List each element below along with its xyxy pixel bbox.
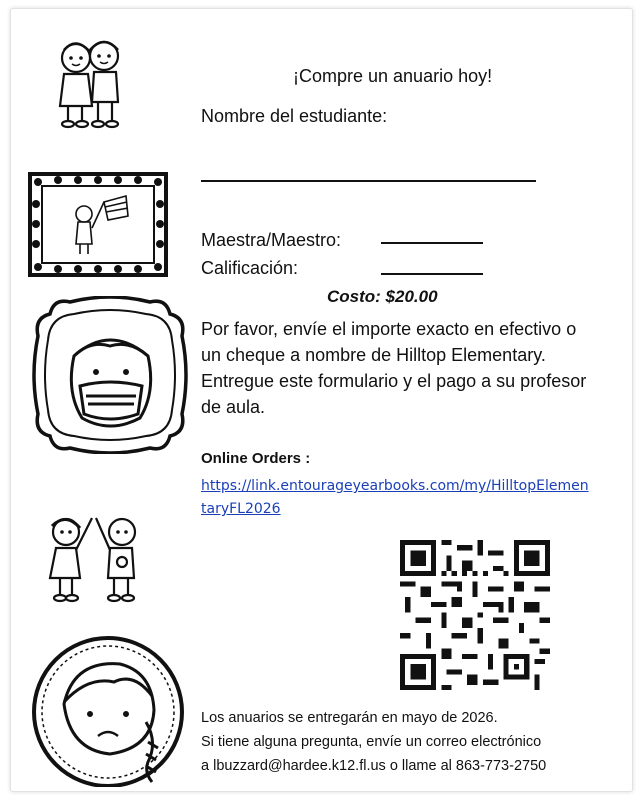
cost-text: Costo: $20.00 [327, 287, 438, 306]
teacher-blank[interactable] [381, 242, 483, 244]
qr-code-icon[interactable] [400, 540, 550, 690]
grade-label: Calificación: [201, 258, 299, 278]
kids-pair-icon [46, 36, 136, 131]
page-title: ¡Compre un anuario hoy! [293, 66, 493, 86]
framed-flag-kid-icon [28, 172, 168, 277]
masked-face-frame-icon [30, 296, 190, 454]
delivery-note: Los anuarios se entregarán en mayo de 2026. [201, 710, 498, 726]
instructions-paragraph: Por favor, envíe el importe exacto en efectivo o un cheque a nombre de Hilltop Elementary. Entregue este formulario y el pago a su profesor de aula. [201, 319, 587, 417]
high-five-kids-icon [40, 506, 150, 606]
contact-line-1: Si tiene alguna pregunta, envíe un correo electrónico [201, 734, 542, 750]
student-name-blank[interactable] [201, 180, 536, 182]
teacher-label: Maestra/Maestro: [201, 230, 342, 250]
online-orders-label: Online Orders : [201, 450, 311, 467]
online-order-link[interactable]: https://link.entourageyearbooks.com/my/HilltopElementaryFL2026 [201, 478, 589, 517]
student-name-label: Nombre del estudiante: [201, 106, 388, 126]
sad-girl-circle-icon [28, 632, 188, 787]
grade-blank[interactable] [381, 273, 483, 275]
contact-line-2: a lbuzzard@hardee.k12.fl.us o llame al 863-773-2750 [201, 758, 547, 774]
footer-text [201, 706, 601, 778]
